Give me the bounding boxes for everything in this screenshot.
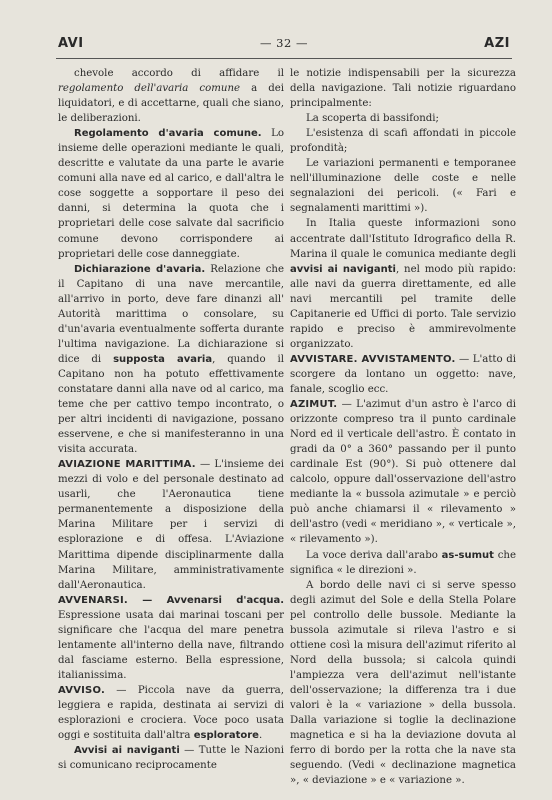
- entry-heading: AZIMUT.: [290, 399, 338, 411]
- running-head: [58, 36, 510, 52]
- subentry-heading: — Avvenarsi d'acqua.: [127, 594, 284, 606]
- paragraph-etimologia: La voce deriva dall'arabo as-sumut che significa « le direzioni ».: [290, 549, 516, 576]
- subentry-heading: Avvisi ai naviganti: [74, 745, 180, 757]
- entry-heading: AVVISO.: [58, 684, 105, 696]
- page-number: — 32 —: [260, 36, 308, 50]
- bold-term: esploratore: [193, 730, 259, 742]
- subentry-heading: Dichiarazione d'avaria.: [74, 263, 206, 275]
- entry-azimut: AZIMUT. — L'azimut d'un astro è l'arco di orizzonte compreso tra il punto cardinale Nord ed il verticale dell'astro. È contato in gradi da 0° a 360° passando per il punto cardinale Est (90°). Si può ottenere dal calcolo, oppure dall'osservazione dell'astro mediante la « bussola azimutale » e perciò può anche chiamarsi il « rilevamento » dell'astro (vedi « meridiano », « verticale », « rilevamento »).: [290, 399, 516, 546]
- header-rule: [56, 58, 512, 59]
- entry-avvistare: AVVISTARE. AVVISTAMENTO. — L'atto di scorgere da lontano un oggetto: nave, fanale, scoglio ecc.: [290, 353, 516, 395]
- left-column: [58, 66, 284, 773]
- entry-avvenarsi: AVVENARSI. — Avvenarsi d'acqua. Espressione usata dai marinai toscani per significare che l'acqua del mare penetra lentamente all'interno della nave, filtrando dal fasciame esterno. Bella espressione, italianissima.: [58, 594, 284, 681]
- entry-heading: AVVENARSI.: [58, 594, 128, 606]
- list-item: La scoperta di bassifondi;: [306, 113, 439, 125]
- bold-term: supposta avaria: [113, 353, 213, 365]
- italic-term: regolamento dell'avaria comune: [58, 83, 241, 95]
- paragraph-dichiarazione: Dichiarazione d'avaria. Relazione che il Capitano di una nave mercantile, all'arrivo in porto, deve fare dinanzi all' Autorità marittima o consolare, su d'un'avaria eventualmente sofferta durante l'ultima navigazione. La dichiarazione si dice di supposta avaria, quando il Capitano non ha potuto effettivamente constatare danni alla nave od al carico, ma teme che per cattivo tempo incontrato, o per altri incidenti di navigazione, possano esservene, e che si manifesteranno in una visita accurata.: [58, 263, 285, 456]
- paragraph-italia: In Italia queste informazioni sono accentrate dall'Istituto Idrografico della R. Marina il quale le comunica mediante degli avvisi ai naviganti, nel modo più rapido: alle navi da guerra direttamente, ed alle navi mercantili pel tramite delle Capitanerie ed Uffici di porto. Tale servizio rapido e preciso è ammirevolmente organizzato.: [290, 218, 517, 350]
- running-head-right-word: AZI: [484, 36, 510, 51]
- bold-term: as-sumut: [441, 549, 494, 561]
- subentry-heading: Regolamento d'avaria comune.: [74, 128, 262, 140]
- entry-heading: AVIAZIONE MARITTIMA.: [58, 459, 196, 471]
- entry-avviso: AVVISO. — Piccola nave da guerra, leggiera e rapida, destinata ai servizi di esplorazioni e crociera. Voce poco usata oggi e sostituita dall'altra esploratore.: [58, 684, 284, 742]
- list-item: L'esistenza di scafi affondati in piccole profondità;: [290, 128, 516, 155]
- paragraph-bordo: A bordo delle navi ci si serve spesso degli azimut del Sole e della Stella Polare pel controllo delle bussole. Mediante la bussola azimutale si rileva l'astro e si ottiene così la misura dell'azimut riferito al Nord della bussola; si calcola quindi l'ampiezza vera dell'azimut nell'istante dell'osservazione; la differenza tra i due valori è la « variazione » della bussola. Dalla variazione si toglie la declinazione magnetica e si ha la deviazione dovuta al ferro di bordo per la rotta che la nave sta seguendo. (Vedi « declinazione magnetica », « deviazione » e « variazione ».: [290, 579, 516, 787]
- list-item: Le variazioni permanenti e temporanee nell'illuminazione delle coste e nelle segnalazioni dei pericoli. (« Fari e segnalamenti marittimi »).: [290, 158, 516, 215]
- bold-term: avvisi ai naviganti: [290, 263, 396, 275]
- right-column: [290, 66, 516, 788]
- paragraph-chevole: chevole accordo di affidare il regolamento dell'avaria comune a dei liquidatori, e di accettarne, quali che siano, le deliberazioni.: [58, 68, 285, 125]
- paragraph-notizie: le notizie indispensabili per la sicurezza della navigazione. Tali notizie riguardano principalmente:: [290, 68, 516, 110]
- paragraph-regolamento: Regolamento d'avaria comune. Lo insieme delle operazioni mediante le quali, descritte e valutate da una parte le avarie comuni alla nave ed al carico, e dall'altra le cose soggette a sopportare il peso dei danni, si determina la quota che i proprietari delle cose salvate dal sacrificio comune devono corrispondere ai proprietari delle cose danneggiate.: [58, 128, 285, 260]
- paragraph-avvisi: Avvisi ai naviganti — Tutte le Nazioni si comunicano reciprocamente: [58, 745, 284, 772]
- running-head-left-word: AVI: [58, 36, 84, 51]
- entry-heading: AVVISTARE. AVVISTAMENTO.: [290, 353, 456, 365]
- entry-aviazione: AVIAZIONE MARITTIMA. — L'insieme dei mezzi di volo e del personale destinato ad usarli, che l'Aeronautica tiene permanentemente a disposizione della Marina Militare per i servizi di esplorazione e di offesa. L'Aviazione Marittima dipende disciplinarmente dalla Marina Militare, amministrativamente dall'Aeronautica.: [58, 459, 284, 591]
